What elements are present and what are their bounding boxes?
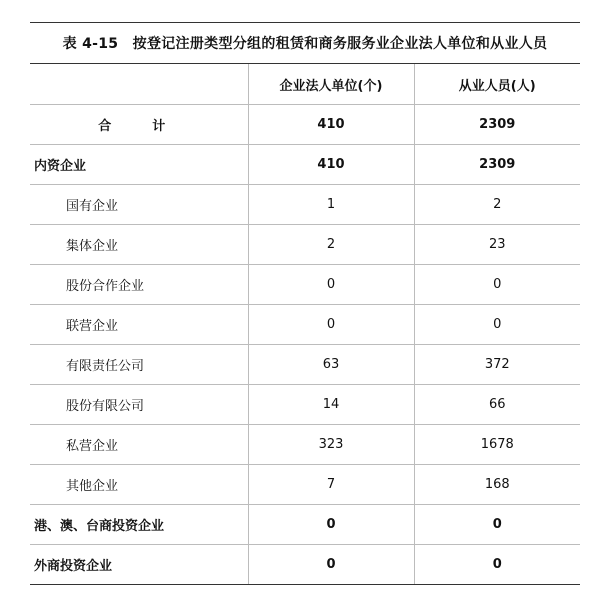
data-table xyxy=(30,64,580,585)
row-label: 其他企业 xyxy=(30,465,248,505)
row-label: 股份合作企业 xyxy=(30,265,248,305)
cell-units: 0 xyxy=(248,545,414,585)
cell-employees: 2309 xyxy=(414,145,580,185)
cell-employees: 23 xyxy=(414,225,580,265)
cell-employees: 0 xyxy=(414,505,580,545)
cell-employees: 0 xyxy=(414,265,580,305)
table-row-domestic xyxy=(30,145,580,185)
cell-employees: 66 xyxy=(414,385,580,425)
cell-units: 0 xyxy=(248,505,414,545)
cell-employees: 372 xyxy=(414,345,580,385)
table-row-foreign xyxy=(30,545,580,585)
cell-employees: 0 xyxy=(414,545,580,585)
row-label: 合 计 xyxy=(30,105,248,145)
table-row xyxy=(30,345,580,385)
row-label: 外商投资企业 xyxy=(30,545,248,585)
table-row-total xyxy=(30,105,580,145)
cell-units: 323 xyxy=(248,425,414,465)
row-label: 国有企业 xyxy=(30,185,248,225)
row-label: 股份有限公司 xyxy=(30,385,248,425)
row-label: 有限责任公司 xyxy=(30,345,248,385)
header-units: 企业法人单位(个) xyxy=(248,64,414,105)
cell-units: 2 xyxy=(248,225,414,265)
cell-employees: 2 xyxy=(414,185,580,225)
table-header-row xyxy=(30,64,580,105)
table-row xyxy=(30,185,580,225)
row-label: 联营企业 xyxy=(30,305,248,345)
table-row xyxy=(30,385,580,425)
row-label: 港、澳、台商投资企业 xyxy=(30,505,248,545)
table-row xyxy=(30,425,580,465)
cell-units: 410 xyxy=(248,145,414,185)
cell-units: 410 xyxy=(248,105,414,145)
cell-units: 63 xyxy=(248,345,414,385)
cell-employees: 168 xyxy=(414,465,580,505)
cell-units: 0 xyxy=(248,305,414,345)
cell-employees: 2309 xyxy=(414,105,580,145)
table-row xyxy=(30,225,580,265)
cell-employees: 1678 xyxy=(414,425,580,465)
table-row xyxy=(30,305,580,345)
cell-units: 0 xyxy=(248,265,414,305)
header-category xyxy=(30,64,248,105)
table-title: 表 4-15 按登记注册类型分组的租赁和商务服务业企业法人单位和从业人员 xyxy=(30,22,580,64)
row-label: 私营企业 xyxy=(30,425,248,465)
cell-units: 1 xyxy=(248,185,414,225)
statistics-table-frame xyxy=(30,22,580,585)
row-label: 内资企业 xyxy=(30,145,248,185)
cell-units: 14 xyxy=(248,385,414,425)
header-employees: 从业人员(人) xyxy=(414,64,580,105)
table-row xyxy=(30,465,580,505)
cell-units: 7 xyxy=(248,465,414,505)
table-row-hk-macao-taiwan xyxy=(30,505,580,545)
row-label: 集体企业 xyxy=(30,225,248,265)
table-row xyxy=(30,265,580,305)
cell-employees: 0 xyxy=(414,305,580,345)
